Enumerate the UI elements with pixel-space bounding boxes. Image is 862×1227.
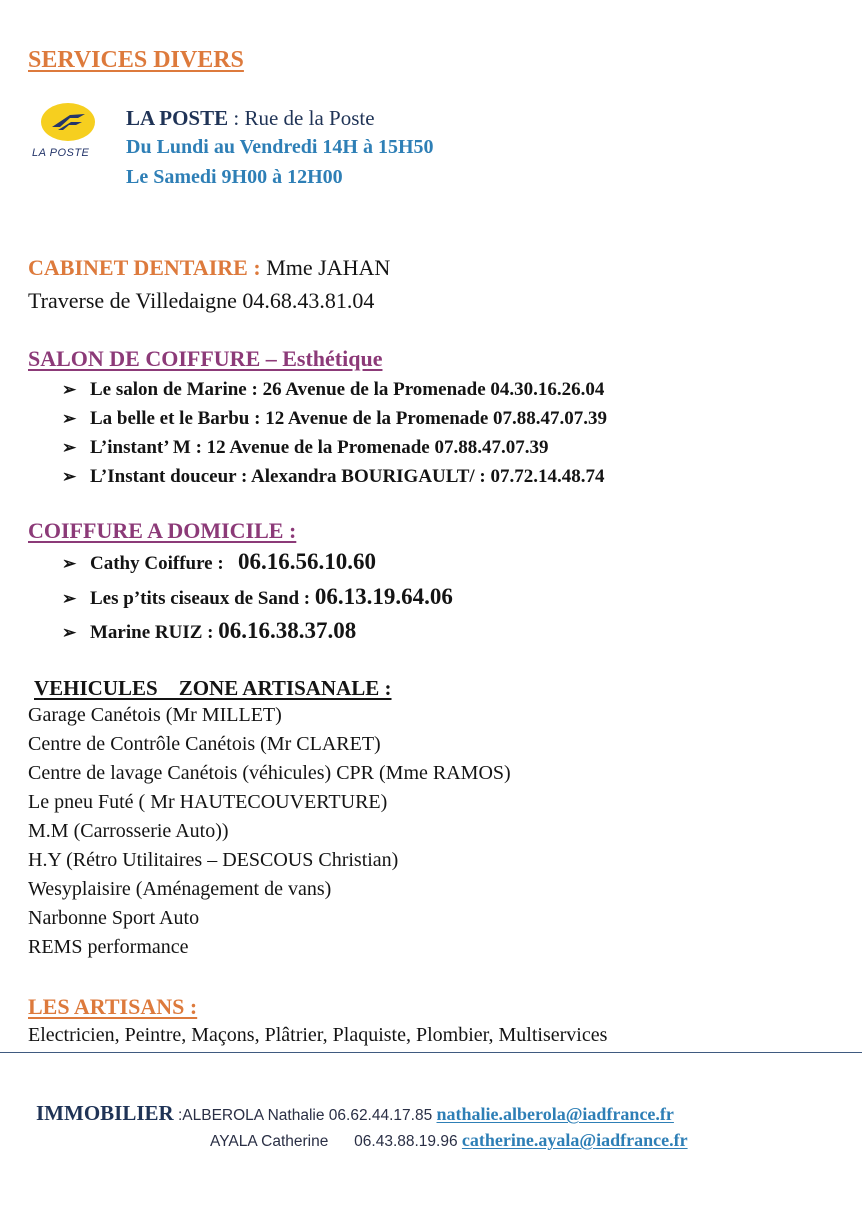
poste-address: : Rue de la Poste xyxy=(228,106,375,130)
immobilier-line-2 xyxy=(202,1112,688,1151)
vehicule-item: H.Y (Rétro Utilitaires – DESCOUS Christian) xyxy=(28,849,399,871)
domicile-title: COIFFURE A DOMICILE : xyxy=(28,518,297,543)
domicile-item: ➢ Marine RUIZ : 06.16.38.37.08 xyxy=(62,618,357,643)
arrow-bullet-icon: ➢ xyxy=(62,467,77,486)
dentaire-address: Traverse de Villedaigne 04.68.43.81.04 xyxy=(28,288,375,313)
dentaire-label: CABINET DENTAIRE : xyxy=(28,255,261,280)
poste-line xyxy=(126,106,375,131)
salon-title: SALON DE COIFFURE – Esthétique xyxy=(28,346,383,371)
salon-item: ➢ La belle et le Barbu : 12 Avenue de la Promenade 07.88.47.07.39 xyxy=(62,408,608,429)
vehicule-item: Narbonne Sport Auto xyxy=(28,907,200,929)
vehicule-item: REMS performance xyxy=(28,936,189,958)
immobilier-agent-1: :ALBEROLA Nathalie 06.62.44.17.85 xyxy=(173,1107,437,1124)
dentaire-line xyxy=(28,255,390,281)
vehicule-item: Wesyplaisire (Aménagement de vans) xyxy=(28,878,332,900)
vehicule-item: Centre de Contrôle Canétois (Mr CLARET) xyxy=(28,733,381,755)
salon-item: ➢ L’Instant douceur : Alexandra BOURIGAULT/ : 07.72.14.48.74 xyxy=(62,466,605,487)
email-link-ayala[interactable]: catherine.ayala@iadfrance.fr xyxy=(461,1130,688,1150)
services-title: SERVICES DIVERS xyxy=(28,47,244,73)
artisans-title: LES ARTISANS : xyxy=(28,994,198,1019)
vehicule-item: Centre de lavage Canétois (véhicules) CPR (Mme RAMOS) xyxy=(28,762,511,784)
immobilier-agent-2: AYALA Catherine 06.43.88.19.96 xyxy=(210,1133,462,1150)
poste-hours-week: Du Lundi au Vendredi 14H à 15H50 xyxy=(126,136,434,158)
arrow-bullet-icon: ➢ xyxy=(62,438,77,457)
domicile-item: ➢ Les p’tits ciseaux de Sand : 06.13.19.64.06 xyxy=(62,584,453,609)
salon-item: ➢ Le salon de Marine : 26 Avenue de la Promenade 04.30.16.26.04 xyxy=(62,379,605,400)
vehicule-item: Le pneu Futé ( Mr HAUTECOUVERTURE) xyxy=(28,791,388,813)
arrow-bullet-icon: ➢ xyxy=(62,380,77,399)
vehicule-item: M.M (Carrosserie Auto)) xyxy=(28,820,229,842)
domicile-phone: 06.16.38.37.08 xyxy=(218,618,357,643)
email-link-alberola[interactable]: nathalie.alberola@iadfrance.fr xyxy=(436,1104,674,1124)
la-poste-logo-text: LA POSTE xyxy=(32,147,90,159)
section-divider xyxy=(0,1052,862,1053)
la-poste-logo xyxy=(28,101,110,163)
domicile-item: ➢ Cathy Coiffure : 06.16.56.10.60 xyxy=(62,549,376,574)
la-poste-bird-icon xyxy=(40,101,100,145)
arrow-bullet-icon: ➢ xyxy=(62,554,77,573)
arrow-bullet-icon: ➢ xyxy=(62,409,77,428)
domicile-phone: 06.16.56.10.60 xyxy=(237,549,376,574)
poste-name: LA POSTE xyxy=(126,106,229,130)
vehicules-title: VEHICULES ZONE ARTISANALE : xyxy=(34,676,392,700)
salon-item: ➢ L’instant’ M : 12 Avenue de la Promenade 07.88.47.07.39 xyxy=(62,437,549,458)
arrow-bullet-icon: ➢ xyxy=(62,589,77,608)
artisans-list: Electricien, Peintre, Maçons, Plâtrier, Plaquiste, Plombier, Multiservices xyxy=(28,1024,608,1046)
vehicule-item: Garage Canétois (Mr MILLET) xyxy=(28,704,282,726)
domicile-phone: 06.13.19.64.06 xyxy=(314,584,453,609)
dentaire-name: Mme JAHAN xyxy=(260,255,391,280)
immobilier-label: IMMOBILIER xyxy=(36,1101,174,1125)
poste-hours-saturday: Le Samedi 9H00 à 12H00 xyxy=(126,166,343,188)
arrow-bullet-icon: ➢ xyxy=(62,623,77,642)
